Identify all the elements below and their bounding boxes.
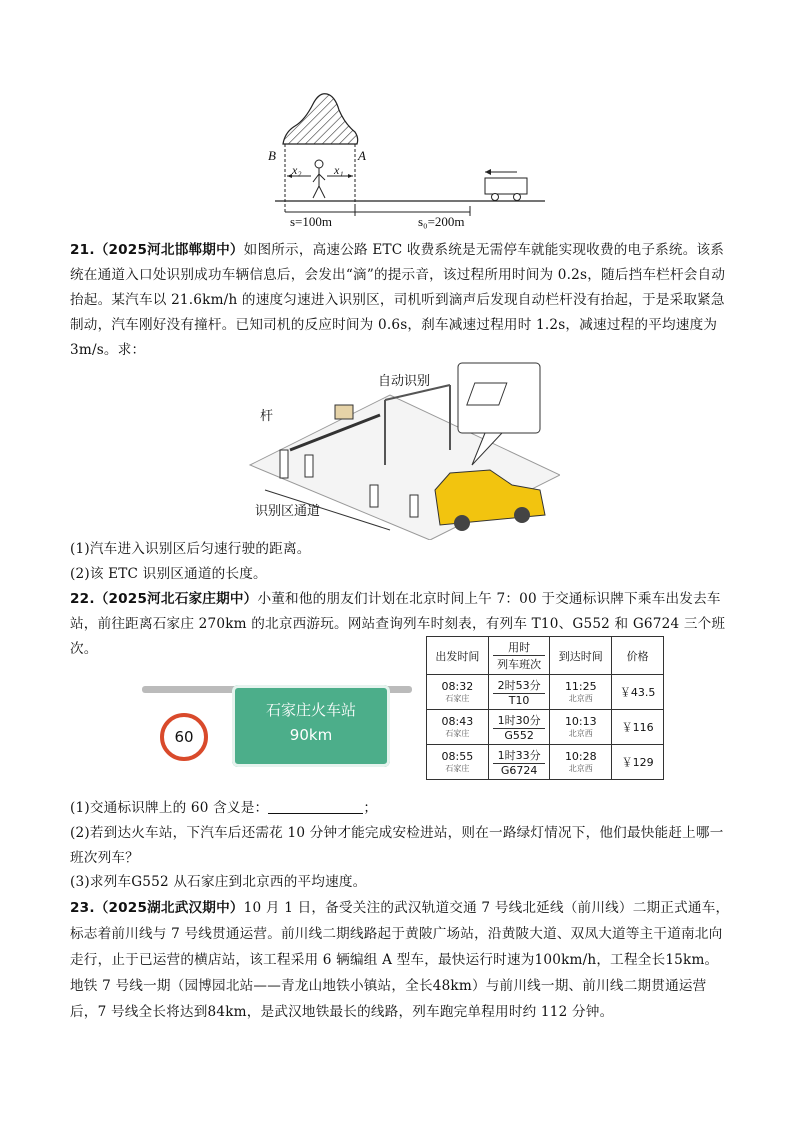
question-text: 小董和他的朋友们计划在北京时间上午 7：00 于交通标识牌下乘车出发去车站，前往距离石家庄 270km 的北京西游玩。网站查询列车时刻表，有列车 T10、G552 和 G6724 三个班次。 (70, 591, 726, 657)
q21-sub2: (2)该 ETC 识别区通道的长度。 (70, 566, 267, 582)
question-source: （2025湖北武汉期中） (94, 900, 244, 916)
question-source: （2025河北石家庄期中） (94, 591, 258, 607)
fig-label-rod: 杆 (260, 409, 274, 424)
label-B: B (268, 148, 276, 163)
station-distance: 90km (289, 726, 333, 744)
question-number: 21. (70, 242, 95, 258)
question-number: 22. (70, 591, 95, 607)
label-A: A (358, 148, 366, 163)
fig-label-channel: 识别区通道 (255, 504, 321, 519)
table-row: 08:43 石家庄 1时30分 G552 10:13 北京西 ￥116 (427, 710, 664, 745)
speed-limit-value: 60 (174, 728, 194, 746)
question-text: 10 月 1 日，备受关注的武汉轨道交通 7 号线北延线（前川线）二期正式通车，标志着前川线与 7 号线贯通运营。前川线二期线路起于黄陂广场站，沿黄陂大道、双凤大道等主干道南北向走行，止于已运营的横店站，该工程采用 6 辆编组 A 型车，最快运行时速为100km/h，工程全长15km。地铁 7 号线一期（园博园北站——青龙山地铁小镇站，全长48km）与前川线一期、前川线二期贯通运营后，7 号线全长将达到84km，是武汉地铁最长的线路，列车跑完单程用时约 112 分钟。 (70, 900, 730, 1020)
station-sign (232, 685, 390, 767)
car-icon (485, 178, 527, 194)
q21-sub1: (1)汽车进入识别区后匀速行驶的距离。 (70, 541, 311, 557)
q22-sub2: (2)若到达火车站，下汽车后还需花 10 分钟才能完成安检进站，则在一路绿灯情况下，他们最快能赶上哪一班次列车？ (70, 825, 724, 866)
q22-sub3: (3)求列车G552 从石家庄到北京西的平均速度。 (70, 874, 367, 890)
label-s: s=100m (290, 214, 333, 229)
label-s0: s₀=200m (418, 214, 465, 229)
header-arrive: 到达时间 (550, 637, 612, 675)
header-duration: 用时 列车班次 (488, 637, 550, 675)
fig-label-auto: 自动识别 (378, 374, 431, 389)
station-name: 石家庄火车站 (265, 701, 356, 719)
figure-distance-diagram (255, 92, 545, 232)
table-header-row (427, 637, 664, 675)
hill-obstacle (283, 94, 358, 144)
person-icon (315, 160, 323, 168)
question-number: 23. (70, 900, 95, 916)
label-x2: x₂ (292, 163, 302, 177)
train-timetable (426, 636, 664, 780)
table-row: 08:55 石家庄 1时33分 G6724 10:28 北京西 ￥129 (427, 745, 664, 780)
speed-limit-sign (160, 713, 208, 761)
table-row: 08:32 石家庄 2时53分 T10 11:25 北京西 ￥43.5 (427, 675, 664, 710)
header-price: 价格 (612, 637, 664, 675)
header-depart: 出发时间 (427, 637, 489, 675)
answer-blank[interactable] (268, 799, 363, 814)
q22-sub1: (1)交通标识牌上的 60 含义是： ； (70, 800, 378, 816)
question-source: （2025河北邯郸期中） (94, 242, 244, 258)
question-21 (70, 238, 730, 363)
label-x1: x₁ (334, 163, 344, 177)
question-23 (70, 895, 730, 1025)
question-text: 如图所示，高速公路 ETC 收费系统是无需停车就能实现收费的电子系统。该系统在通道入口处识别成功车辆信息后，会发出“滴”的提示音，该过程所用时间为 0.2s，随后挡车栏杆会自动抬起。某汽车以 21.6km/h 的速度匀速进入识别区，司机听到滴声后发现自动栏杆没有抬起，于是采取紧急制动，汽车刚好没有撞杆。已知司机的反应时间为 0.6s，刹车减速过程用时 1.2s，减速过程的平均速度为 3m/s。求： (70, 242, 726, 358)
